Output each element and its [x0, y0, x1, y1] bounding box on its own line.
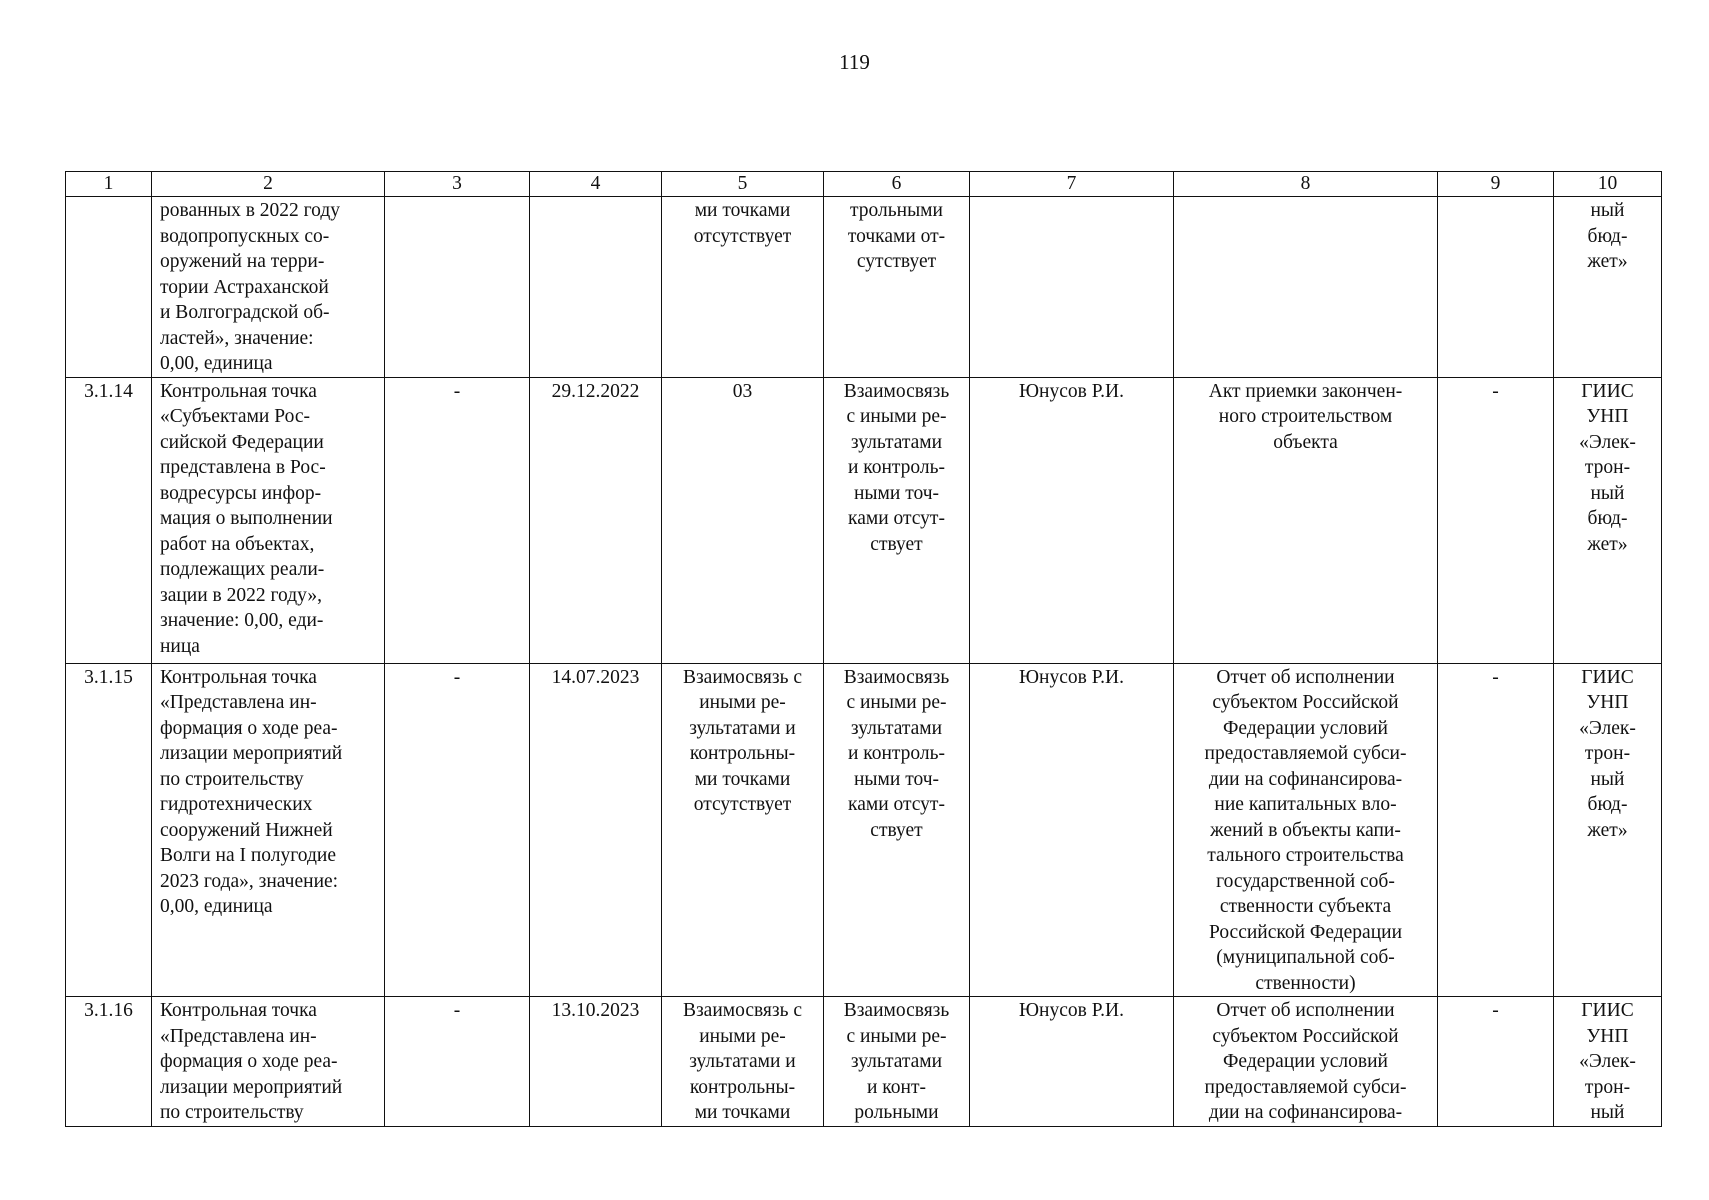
date-cell: 29.12.2022: [530, 377, 662, 663]
table-cell: трольными точками от- сутствует: [824, 197, 970, 378]
table-cell: Взаимосвязь с иными ре- зультатами и контроль- ными точ- ками отсут- ствует: [824, 663, 970, 997]
table-cell: -: [385, 997, 530, 1127]
system-cell: ный бюд- жет»: [1554, 197, 1662, 378]
control-point-description-cell: Контрольная точка «Субъектами Рос- сийской Федерации представлена в Рос- водресурсы инфор- мация о выполнении работ на объектах, подлежащих реали- зации в 2022 году», значение: 0,00, еди- ница: [152, 377, 385, 663]
table-row: [66, 663, 1662, 997]
table-cell: ми точками отсутствует: [662, 197, 824, 378]
column-header: 3: [385, 172, 530, 197]
date-cell: [530, 197, 662, 378]
table-cell: -: [1438, 663, 1554, 997]
page-number: 119: [839, 50, 870, 74]
table-cell: 03: [662, 377, 824, 663]
table-cell: Взаимосвязь с иными ре- зультатами и контрольны- ми точками: [662, 997, 824, 1127]
responsible-cell: Юнусов Р.И.: [970, 663, 1174, 997]
column-header: 4: [530, 172, 662, 197]
table-header-row: [66, 172, 1662, 197]
column-header: 2: [152, 172, 385, 197]
column-header: 10: [1554, 172, 1662, 197]
date-cell: 13.10.2023: [530, 997, 662, 1127]
table-cell: Взаимосвязь с иными ре- зультатами и контрольны- ми точками отсутствует: [662, 663, 824, 997]
row-number-cell: 3.1.16: [66, 997, 152, 1127]
table-cell: [1438, 197, 1554, 378]
system-cell: ГИИС УНП «Элек- трон- ный бюд- жет»: [1554, 663, 1662, 997]
table-cell: Взаимосвязь с иными ре- зультатами и контроль- ными точ- ками отсут- ствует: [824, 377, 970, 663]
date-cell: 14.07.2023: [530, 663, 662, 997]
table-cell: -: [1438, 377, 1554, 663]
system-cell: ГИИС УНП «Элек- трон- ный: [1554, 997, 1662, 1127]
control-point-description-cell: Контрольная точка «Представлена ин- формация о ходе реа- лизации мероприятий по строительству: [152, 997, 385, 1127]
column-header: 8: [1174, 172, 1438, 197]
table-cell: -: [385, 663, 530, 997]
column-header: 6: [824, 172, 970, 197]
control-point-description-cell: Контрольная точка «Представлена ин- формация о ходе реа- лизации мероприятий по строительству гидротехнических сооружений Нижней Волги на I полугодие 2023 года», значение: 0,00, единица: [152, 663, 385, 997]
responsible-cell: Юнусов Р.И.: [970, 377, 1174, 663]
table-cell: [385, 197, 530, 378]
table-cell: Взаимосвязь с иными ре- зультатами и конт- рольными: [824, 997, 970, 1127]
table-row: [66, 197, 1662, 378]
document-cell: Отчет об исполнении субъектом Российской Федерации условий предоставляемой субси- дии на софинансирова-: [1174, 997, 1438, 1127]
row-number-cell: [66, 197, 152, 378]
column-header: 7: [970, 172, 1174, 197]
responsible-cell: Юнусов Р.И.: [970, 997, 1174, 1127]
column-header: 1: [66, 172, 152, 197]
table-cell: -: [385, 377, 530, 663]
table-row: [66, 997, 1662, 1127]
responsible-cell: [970, 197, 1174, 378]
document-cell: Акт приемки закончен- ного строительством объекта: [1174, 377, 1438, 663]
row-number-cell: 3.1.14: [66, 377, 152, 663]
document-cell: [1174, 197, 1438, 378]
table-row: [66, 377, 1662, 663]
column-header: 9: [1438, 172, 1554, 197]
column-header: 5: [662, 172, 824, 197]
row-number-cell: 3.1.15: [66, 663, 152, 997]
table-cell: -: [1438, 997, 1554, 1127]
document-cell: Отчет об исполнении субъектом Российской Федерации условий предоставляемой субси- дии на софинансирова- ние капитальных вло- жений в объекты капи- тального строительства государственной соб- ственности субъекта Российской Федерации (муниципальной соб- ственности): [1174, 663, 1438, 997]
system-cell: ГИИС УНП «Элек- трон- ный бюд- жет»: [1554, 377, 1662, 663]
control-point-description-cell: рованных в 2022 году водопропускных со- оружений на терри- тории Астраханской и Волгоградской об- ластей», значение: 0,00, единица: [152, 197, 385, 378]
control-points-table: [65, 171, 1662, 1127]
